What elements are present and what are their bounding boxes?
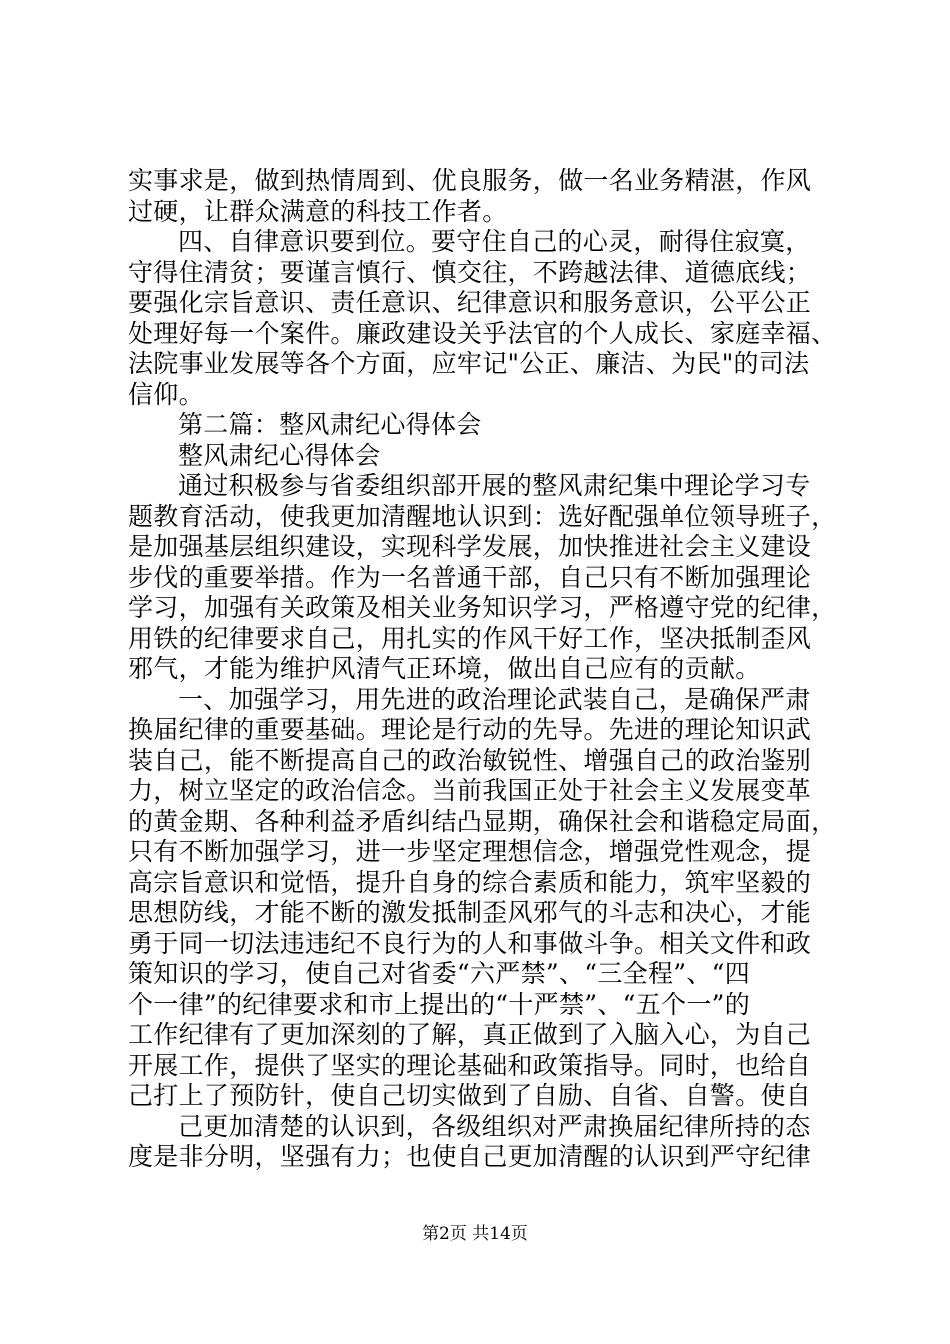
text-line: 个一律”的纪律要求和市上提出的“十严禁”、“五个一”的 [128, 989, 751, 1019]
text-line: 思想防线，才能不断的激发抵制歪风邪气的斗志和决心，才能 [128, 898, 812, 927]
text-line: 法院事业发展等各个方面，应牢记"公正、廉洁、为民"的司法 [128, 349, 810, 378]
text-line: 己打上了预防针，使自己切实做到了自励、自省、自警。使自 [128, 1081, 812, 1110]
text-line: 勇于同一切法违违纪不良行为的人和事做斗争。相关文件和政 [128, 928, 812, 958]
text-line: 高宗旨意识和觉悟，提升自身的综合素质和能力，筑牢坚毅的 [128, 867, 812, 897]
text-line: 题教育活动，使我更加清醒地认识到：选好配强单位领导班子， [128, 501, 837, 531]
text-line: 信仰。 [128, 379, 204, 409]
text-line: 学习，加强有关政策及相关业务知识学习，严格遵守党的纪律， [128, 593, 837, 622]
text-line: 策知识的学习，使自己对省委“六严禁”、“三全程”、“四 [128, 959, 751, 988]
text-line: 是加强基层组织建设，实现科学发展，加快推进社会主义建设 [128, 532, 812, 561]
text-line: 实事求是，做到热情周到、优良服务，做一名业务精湛，作风 [128, 166, 812, 195]
text-line: 力，树立坚定的政治信念。当前我国正处于社会主义发展变革 [128, 776, 812, 805]
text-line: 整风肃纪心得体会 [178, 440, 381, 470]
text-line: 邪气，才能为维护风清气正环境，做出自己应有的贡献。 [128, 654, 761, 683]
text-line: 换届纪律的重要基础。理论是行动的先导。先进的理论知识武 [128, 715, 812, 744]
text-line: 守得住清贫；要谨言慎行、慎交往，不跨越法律、道德底线； [128, 257, 812, 287]
text-line: 度是非分明，坚强有力；也使自己更加清醒的认识到严守纪律 [128, 1142, 812, 1171]
text-line: 只有不断加强学习，进一步坚定理想信念，增强党性观念，提 [128, 837, 812, 866]
text-line: 过硬，让群众满意的科技工作者。 [128, 196, 508, 226]
text-line: 一、加强学习，用先进的政治理论武装自己，是确保严肃 [178, 684, 811, 714]
text-line: 通过积极参与省委组织部开展的整风肃纪集中理论学习专 [178, 471, 811, 500]
text-line: 的黄金期、各种利益矛盾纠结凸显期，确保社会和谐稳定局面， [128, 806, 837, 836]
page-number-footer: 第2页 共14页 [422, 1224, 528, 1244]
document-body [128, 166, 837, 1173]
text-line: 四、自律意识要到位。要守住自己的心灵，耐得住寂寞， [178, 227, 811, 256]
text-line: 工作纪律有了更加深刻的了解，真正做到了入脑入心，为自己 [128, 1020, 812, 1049]
text-line: 开展工作，提供了坚实的理论基础和政策指导。同时，也给自 [128, 1050, 812, 1080]
text-line: 己更加清楚的认识到，各级组织对严肃换届纪律所持的态 [178, 1111, 811, 1141]
text-line: 装自己，能不断提高自己的政治敏锐性、增强自己的政治鉴别 [128, 745, 812, 775]
text-line: 用铁的纪律要求自己，用扎实的作风干好工作，坚决抵制歪风 [128, 623, 812, 653]
text-line: 第二篇：整风肃纪心得体会 [178, 410, 482, 439]
text-line: 处理好每一个案件。廉政建设关乎法官的个人成长、家庭幸福、 [128, 318, 837, 348]
text-line: 步伐的重要举措。作为一名普通干部，自己只有不断加强理论 [128, 562, 812, 592]
text-line: 要强化宗旨意识、责任意识、纪律意识和服务意识，公平公正 [128, 288, 812, 317]
